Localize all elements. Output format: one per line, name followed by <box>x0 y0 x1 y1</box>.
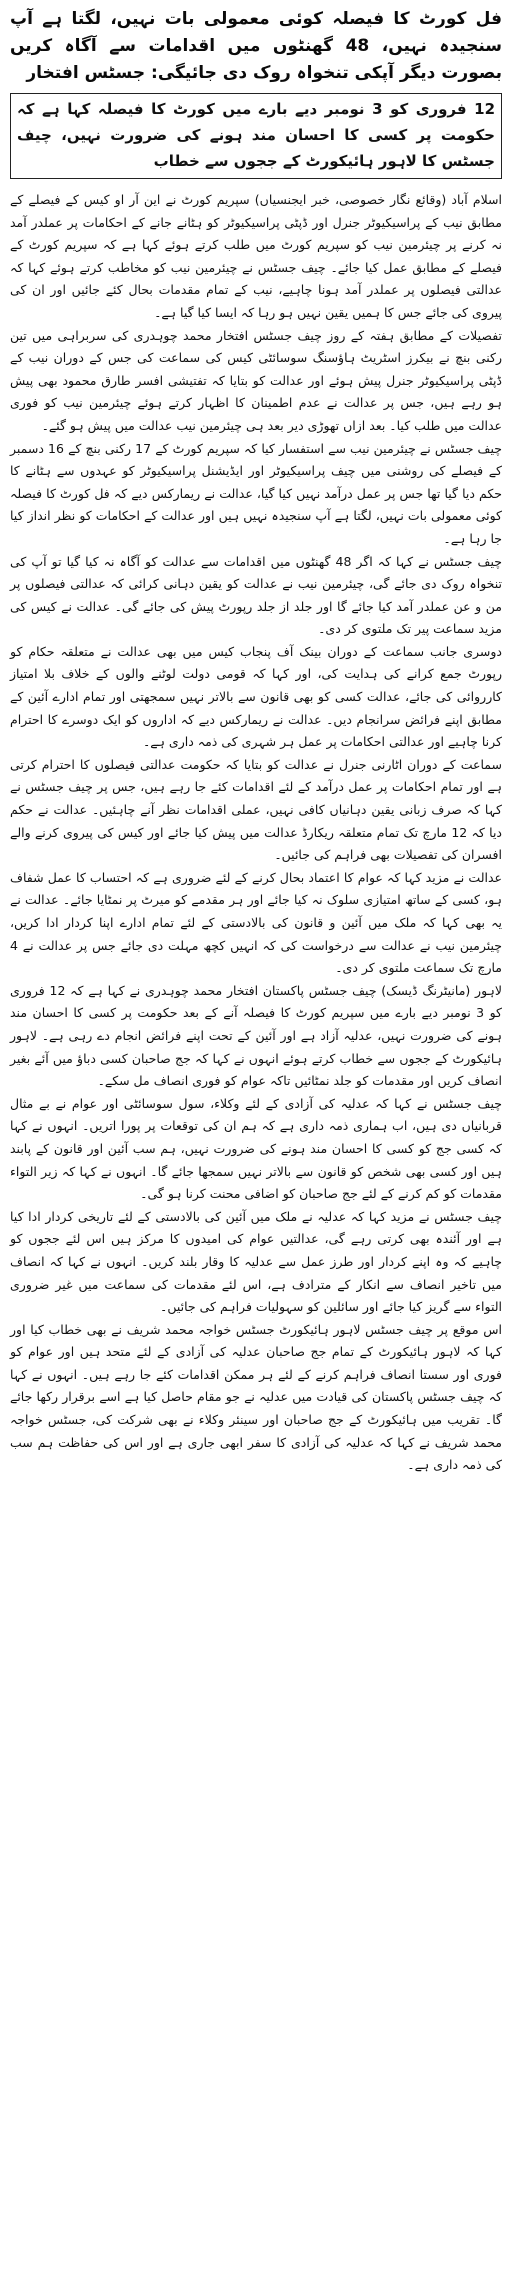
article-paragraph: عدالت نے مزید کہا کہ عوام کا اعتماد بحال کرنے کے لئے ضروری ہے کہ احتساب کا عمل شفاف ہو، کسی کے ساتھ امتیازی سلوک نہ کیا جائے اور ہر مقدمے کو میرٹ پر نمٹایا جائے۔ عدالت نے یہ بھی کہا کہ ملک میں آئین و قانون کی بالادستی کے لئے تمام ادارے اپنا کردار ادا کریں، چیئرمین نیب نے عدالت سے درخواست کی کہ انہیں کچھ مہلت دی جائے جس پر عدالت نے 4 مارچ تک سماعت ملتوی کر دی۔ <box>10 869 502 976</box>
article-headline: فل کورٹ کا فیصلہ کوئی معمولی بات نہیں، لگتا ہے آپ سنجیدہ نہیں، 48 گھنٹوں میں اقدامات سے آگاہ کریں بصورت دیگر آپکی تنخواہ روک دی جائیگی: جسٹس افتخار <box>10 9 502 83</box>
article-body <box>10 189 502 1477</box>
article-paragraph: لاہور (مانیٹرنگ ڈیسک) چیف جسٹس پاکستان افتخار محمد چوہدری نے کہا ہے کہ 12 فروری کو 3 نومبر دیے بارے میں سپریم کورٹ کا فیصلہ آنے کے بعد حکومت پر کسی کا احسان مند ہونے کی ضرورت نہیں، عدلیہ آزاد ہے اور آئین کے تحت اپنے فرائض انجام دے رہی ہے۔ لاہور ہائیکورٹ کے ججوں سے خطاب کرتے ہوئے انہوں نے کہا کہ جج صاحبان کسی دباؤ میں آئے بغیر انصاف کریں اور مقدمات کو جلد نمٹائیں تاکہ عوام کو فوری انصاف مل سکے۔ <box>10 982 502 1089</box>
article-paragraph: چیف جسٹس نے چیئرمین نیب سے استفسار کیا کہ سپریم کورٹ کے 17 رکنی بنچ کے 16 دسمبر کے فیصلے کی روشنی میں چیف پراسیکیوٹر اور ایڈیشنل پراسیکیوٹر کو عہدوں سے ہٹانے کا حکم دیا گیا تھا جس پر عمل درآمد نہیں کیا گیا، عدالت نے ریمارکس دیے کہ فل کورٹ کا فیصلہ کوئی معمولی بات نہیں، لگتا ہے آپ سنجیدہ نہیں ہیں اور عدالت کے احکامات کو نظر انداز کیا جا رہا ہے۔ <box>10 440 502 546</box>
article-subheadline: 12 فروری کو 3 نومبر دیے بارے میں کورٹ کا فیصلہ کہا ہے کہ حکومت پر کسی کا احسان مند ہونے کی ضرورت نہیں، چیف جسٹس کا لاہور ہائیکورٹ کے ججوں سے خطاب <box>17 100 496 170</box>
article-paragraph: اس موقع پر چیف جسٹس لاہور ہائیکورٹ جسٹس خواجہ محمد شریف نے بھی خطاب کیا اور کہا کہ لاہور ہائیکورٹ کے تمام جج صاحبان عدلیہ کی آزادی کے لئے متحد ہیں اور عوام کو فوری اور سستا انصاف فراہم کرنے کے لئے ہر ممکن اقدامات کئے جا رہے ہیں۔ انہوں نے کہا کہ چیف جسٹس پاکستان کی قیادت میں عدلیہ نے جو مقام حاصل کیا ہے اسے برقرار رکھا جائے گا۔ تقریب میں ہائیکورٹ کے جج صاحبان اور سینئر وکلاء نے بھی شرکت کی، جسٹس خواجہ محمد شریف نے کہا کہ عدلیہ کی آزادی کا سفر ابھی جاری ہے اور اس کی حفاظت ہم سب کی ذمہ داری ہے۔ <box>10 1321 503 1473</box>
article-paragraph: دوسری جانب سماعت کے دوران بینک آف پنجاب کیس میں بھی عدالت نے متعلقہ حکام کو رپورٹ جمع کرانے کی ہدایت کی، اور کہا کہ قومی دولت لوٹنے والوں کے خلاف بلا امتیاز کارروائی کی جائے، عدالت کسی کو بھی قانون سے بالاتر نہیں سمجھتی اور تمام ادارے آئین کے مطابق اپنے فرائض سرانجام دیں۔ عدالت نے ریمارکس دیے کہ اداروں کو ایک دوسرے کا احترام کرنا چاہیے اور عدالتی احکامات پر عمل ہر شہری کی ذمہ داری ہے۔ <box>10 643 502 750</box>
article-paragraph: سماعت کے دوران اٹارنی جنرل نے عدالت کو بتایا کہ حکومت عدالتی فیصلوں کا احترام کرتی ہے اور تمام احکامات پر عمل درآمد کے لئے اقدامات کئے جا رہے ہیں، جس پر چیف جسٹس نے کہا کہ صرف زبانی یقین دہانیاں کافی نہیں، عملی اقدامات نظر آنے چاہئیں۔ عدالت نے حکم دیا کہ 12 مارچ تک تمام متعلقہ ریکارڈ عدالت میں پیش کیا جائے اور کیس کی پیروی کرنے والے افسران کی تفصیلات بھی فراہم کی جائیں۔ <box>10 756 502 863</box>
article-paragraph: اسلام آباد (وقائع نگار خصوصی، خبر ایجنسیاں) سپریم کورٹ نے این آر او کیس کے فیصلے کے مطابق نیب کے پراسیکیوٹر جنرل اور ڈپٹی پراسیکیوٹر کو ہٹانے جانے کے احکامات پر عملدر آمد نہ کرنے پر چیئرمین نیب کو سپریم کورٹ میں طلب کرتے ہوئے کہا ہے کہ سپریم کورٹ کے فیصلے کے مطابق عمل کیا جائے۔ چیف جسٹس نے چیئرمین نیب کو مخاطب کرتے ہوئے کہا کہ عدالتی فیصلوں پر عملدر آمد ہونا چاہیے، نیب کے تمام مقدمات بحال کئے جائیں اور ان کی پیروی کی جائے جس کا ہمیں یقین نہیں ہو رہا کہ ایسا کیا گیا ہے۔ <box>10 192 502 320</box>
article-paragraph: چیف جسٹس نے مزید کہا کہ عدلیہ نے ملک میں آئین کی بالادستی کے لئے تاریخی کردار ادا کیا ہے اور آئندہ بھی کرتی رہے گی، عدالتیں عوام کی امیدوں کا مرکز ہیں اس لئے ججوں کو چاہیے کہ وہ اپنے کردار اور طرز عمل سے عدلیہ کا وقار بلند کریں۔ انہوں نے کہا کہ انصاف میں تاخیر انصاف سے انکار کے مترادف ہے، اس لئے مقدمات کی سماعت میں غیر ضروری التواء سے گریز کیا جائے اور سائلین کو سہولیات فراہم کی جائیں۔ <box>10 1208 502 1315</box>
article-paragraph: تفصیلات کے مطابق ہفتہ کے روز چیف جسٹس افتخار محمد چوہدری کی سربراہی میں تین رکنی بنچ نے بیکرز اسٹریٹ ہاؤسنگ سوسائٹی کیس کی سماعت کی جس کے دوران نیب کے ڈپٹی پراسیکیوٹر جنرل پیش ہوئے اور عدالت کو بتایا کہ تفتیشی افسر طارق محمود بھی پیش ہو رہے ہیں، جس پر عدالت نے عدم اطمینان کا اظہار کرتے ہوئے چیئرمین نیب کو فوری عدالت میں طلب کیا۔ بعد ازاں تھوڑی دیر بعد ہی چیئرمین نیب عدالت میں پیش ہو گئے۔ <box>10 327 502 433</box>
article-paragraph: چیف جسٹس نے کہا کہ اگر 48 گھنٹوں میں اقدامات سے عدالت کو آگاہ نہ کیا گیا تو آپ کی تنخواہ روک دی جائے گی، چیئرمین نیب نے عدالت کو یقین دہانی کرائی کہ عدالتی فیصلوں پر من و عن عملدر آمد کیا جائے گا اور جلد از جلد رپورٹ پیش کی جائے گی۔ عدالت نے کیس کی مزید سماعت پیر تک ملتوی کر دی۔ <box>10 553 502 637</box>
article-paragraph: چیف جسٹس نے کہا کہ عدلیہ کی آزادی کے لئے وکلاء، سول سوسائٹی اور عوام نے بے مثال قربانیاں دی ہیں، اب ہماری ذمہ داری ہے کہ ہم ان کی توقعات پر پورا اتریں۔ انہوں نے کہا کہ کسی جج کو کسی کا احسان مند ہونے کی ضرورت نہیں، ہم سب آئین اور قانون کے پابند ہیں اور کسی بھی شخص کو قانون سے بالاتر نہیں سمجھا جائے گا۔ انہوں نے کہا کہ زیر التواء مقدمات کو کم کرنے کے لئے جج صاحبان کو اضافی محنت کرنا ہو گی۔ <box>10 1095 502 1202</box>
subheadline-box <box>10 93 502 179</box>
